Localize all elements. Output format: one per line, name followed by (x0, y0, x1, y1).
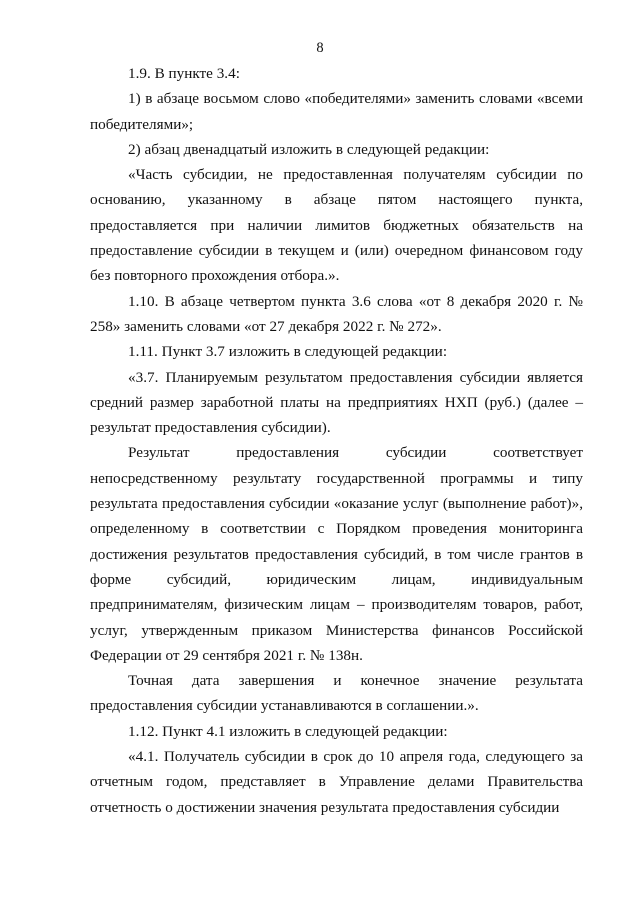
paragraph-1-12: 1.12. Пункт 4.1 изложить в следующей редакции: (128, 722, 448, 740)
paragraph-1-10: 1.10. В абзаце четвертом пункта 3.6 слова «от 8 декабря 2020 г. № 258» заменить словами «от 27 декабря 2022 г. № 272». (90, 292, 583, 335)
page-number: 8 (316, 40, 324, 56)
paragraph-1-9: 1.9. В пункте 3.4: (128, 65, 240, 82)
paragraph-1-11: 1.11. Пункт 3.7 изложить в следующей редакции: (128, 343, 448, 361)
paragraph-item-2: 2) абзац двенадцатый изложить в следующей редакции: (128, 140, 490, 158)
paragraph-quote-3-7: «3.7. Планируемым результатом предоставления субсидии является средний размер заработной платы на предприятиях НХП (руб.) (далее – результат предоставления субсидии). (90, 368, 583, 437)
paragraph-quote-part-subsidy: «Часть субсидии, не предоставленная получателям субсидии по основанию, указанному в абзаце пятом настоящего пункта, предоставляется при наличии лимитов бюджетных обязательств на предоставление субсидии в текущем и (или) очередном финансовом году без повторного прохождения отбора.». (90, 166, 583, 285)
paragraph-quote-4-1: «4.1. Получатель субсидии в срок до 10 апреля года, следующего за отчетным годом, представляет в Управление делами Правительства отчетность о достижении значения результата предоставления субсидии (90, 748, 583, 816)
document-body (90, 61, 583, 820)
paragraph-exact-date: Точная дата завершения и конечное значение результата предоставления субсидии устанавливаются в соглашении.». (90, 672, 583, 715)
paragraph-item-1: 1) в абзаце восьмом слово «победителями» заменить словами «всеми победителями»; (90, 90, 583, 133)
paragraph-result-correspondence: Результат предоставления субсидии соответствует непосредственному результату государственной программы и типу результата предоставления субсидии «оказание услуг (выполнение работ)», определенному в соответствии с Порядком проведения мониторинга достижения результатов предоставления субсидий, в том числе грантов в форме субсидий, юридическим лицам, индивидуальным предпринимателям, физическим лицам – производителям товаров, работ, услуг, утвержденным приказом Министерства финансов Российской Федерации от 29 сентября 2021 г. № 138н. (90, 444, 583, 664)
